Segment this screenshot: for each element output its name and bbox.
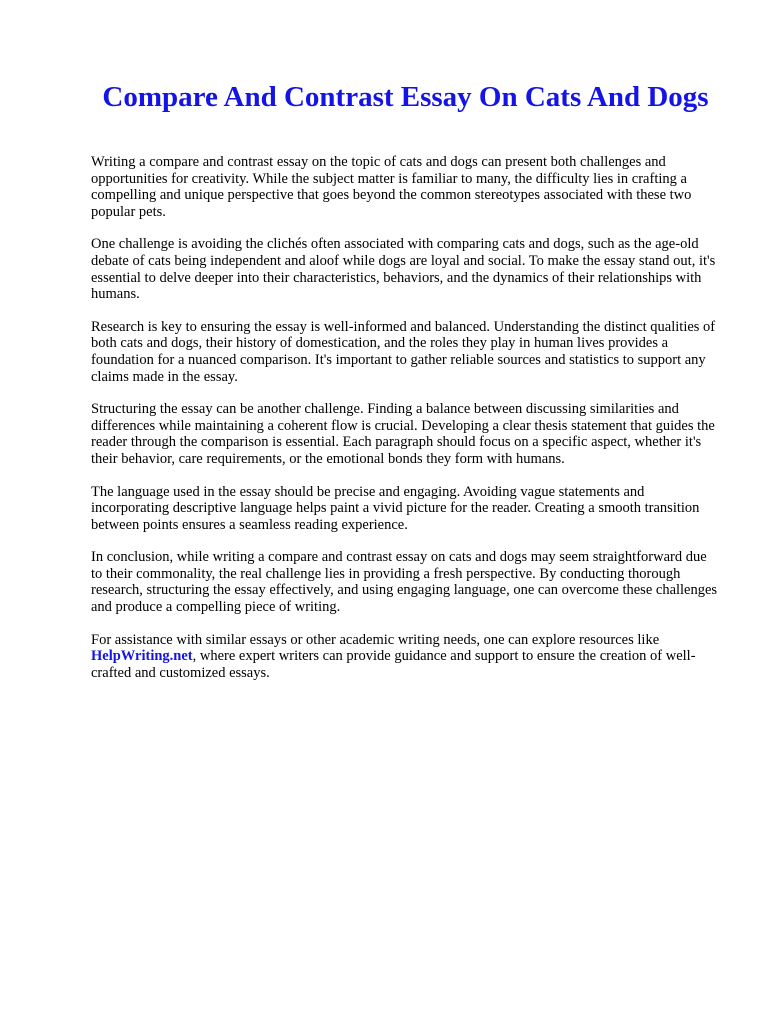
- paragraph-challenge-cliches: One challenge is avoiding the clichés often associated with comparing cats and dogs, such as the age-old debate of cats being independent and aloof while dogs are loyal and social. To make the essay stand out, it's essential to delve deeper into their characteristics, behaviors, and the dynamics of their relationships with humans.: [91, 236, 716, 303]
- closing-text-before-link: For assistance with similar essays or other academic writing needs, one can explore resources like: [91, 631, 660, 648]
- helpwriting-link[interactable]: HelpWriting.net: [91, 648, 193, 665]
- paragraph-language: The language used in the essay should be precise and engaging. Avoiding vague statements and incorporating descriptive language helps paint a vivid picture for the reader. Creating a smooth transition between points ensures a seamless reading experience.: [91, 483, 700, 533]
- paragraph-closing: [91, 632, 720, 682]
- paragraph-conclusion: In conclusion, while writing a compare and contrast essay on cats and dogs may seem straightforward due to their commonality, the real challenge lies in providing a fresh perspective. By conducting thorough research, structuring the essay effectively, and using engaging language, one can overcome these challenges and produce a compelling piece of writing.: [91, 549, 718, 616]
- closing-text-after-link: , where expert writers can provide guidance and support to ensure the creation of well-crafted and customized essays.: [91, 648, 696, 681]
- paragraph-structure: Structuring the essay can be another challenge. Finding a balance between discussing similarities and differences while maintaining a coherent flow is crucial. Developing a clear thesis statement that guides the reader through the comparison is essential. Each paragraph should focus on a specific aspect, whether it's their behavior, care requirements, or the emotional bonds they form with humans.: [91, 401, 715, 467]
- paragraph-research: Research is key to ensuring the essay is well-informed and balanced. Understanding the distinct qualities of both cats and dogs, their history of domestication, and the roles they play in human lives provides a foundation for a nuanced comparison. It's important to gather reliable sources and statistics to support any claims made in the essay.: [91, 318, 716, 385]
- document-title: Compare And Contrast Essay On Cats And Dogs: [102, 81, 709, 113]
- paragraph-intro: Writing a compare and contrast essay on the topic of cats and dogs can present both challenges and opportunities for creativity. While the subject matter is familiar to many, the difficulty lies in crafting a compelling and unique perspective that goes beyond the common stereotypes associated with these two popular pets.: [91, 154, 692, 220]
